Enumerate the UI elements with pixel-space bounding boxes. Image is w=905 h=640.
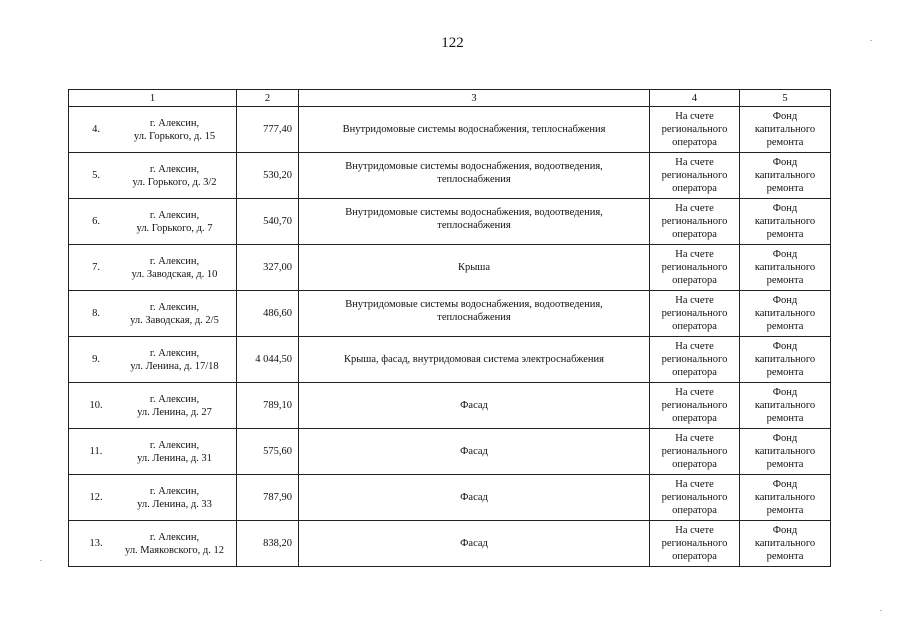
work-type-text: Фасад — [460, 538, 488, 549]
fund-line: ремонта — [766, 459, 804, 470]
table-row — [69, 521, 831, 567]
account-line: На счете — [675, 433, 714, 444]
address-street: ул. Горького, д. 15 — [133, 130, 216, 142]
fund-line: ремонта — [766, 367, 804, 378]
area-cell: 540,70 — [237, 199, 299, 245]
account-line: оператора — [672, 321, 717, 332]
table-row — [69, 107, 831, 153]
account-line: На счете — [675, 203, 714, 214]
account-line: оператора — [672, 551, 717, 562]
address-city: г. Алексин, — [149, 485, 200, 497]
fund-line: капитального — [754, 400, 816, 411]
fund-line: капитального — [754, 216, 816, 227]
work-type-text: Фасад — [460, 446, 488, 457]
fund-line: Фонд — [772, 249, 798, 260]
fund-line: капитального — [754, 354, 816, 365]
table-row — [69, 245, 831, 291]
account-line: На счете — [675, 479, 714, 490]
account-line: На счете — [675, 387, 714, 398]
work-type-cell — [299, 199, 650, 245]
account-cell — [650, 383, 740, 429]
fund-line: Фонд — [772, 203, 798, 214]
header-row — [69, 90, 831, 107]
account-line: оператора — [672, 367, 717, 378]
work-type-cell — [299, 383, 650, 429]
row-number: 6. — [92, 216, 100, 227]
address-cell — [69, 429, 237, 475]
table-row — [69, 337, 831, 383]
repair-program-table — [68, 89, 831, 567]
fund-line: Фонд — [772, 433, 798, 444]
scan-speck — [870, 40, 872, 41]
address-street: ул. Ленина, д. 27 — [137, 406, 212, 418]
row-number: 8. — [92, 308, 100, 319]
work-type-text: Внутридомовые системы водоснабжения, водоотведения, теплоснабжения — [345, 161, 603, 185]
table-row — [69, 199, 831, 245]
fund-line: ремонта — [766, 275, 804, 286]
row-number: 5. — [92, 170, 100, 181]
table-row — [69, 429, 831, 475]
area-cell: 838,20 — [237, 521, 299, 567]
scan-speck — [880, 610, 882, 611]
fund-line: Фонд — [772, 295, 798, 306]
address-street: ул. Ленина, д. 17/18 — [130, 360, 219, 372]
work-type-text: Крыша, фасад, внутридомовая система электроснабжения — [343, 354, 604, 365]
row-number: 7. — [92, 262, 100, 273]
account-line: регионального — [661, 216, 728, 227]
row-number: 10. — [89, 400, 103, 411]
page-number: 122 — [441, 35, 464, 51]
account-line: оператора — [672, 505, 717, 516]
account-cell — [650, 337, 740, 383]
account-cell — [650, 199, 740, 245]
work-type-text: Фасад — [460, 400, 488, 411]
fund-line: ремонта — [766, 137, 804, 148]
address-city: г. Алексин, — [149, 117, 200, 129]
fund-line: ремонта — [766, 505, 804, 516]
table-row — [69, 383, 831, 429]
fund-line: капитального — [754, 124, 816, 135]
row-number: 12. — [89, 492, 103, 503]
column-header: 2 — [237, 90, 299, 107]
address-street: ул. Заводская, д. 2/5 — [130, 314, 219, 326]
work-type-text: Фасад — [460, 492, 488, 503]
account-cell — [650, 291, 740, 337]
fund-cell — [740, 153, 831, 199]
column-header: 3 — [299, 90, 650, 107]
fund-line: Фонд — [772, 111, 798, 122]
fund-cell — [740, 521, 831, 567]
area-cell: 327,00 — [237, 245, 299, 291]
work-type-cell — [299, 291, 650, 337]
fund-line: ремонта — [766, 183, 804, 194]
address-city: г. Алексин, — [149, 255, 200, 267]
fund-line: капитального — [754, 446, 816, 457]
fund-line: Фонд — [772, 479, 798, 490]
area-cell: 575,60 — [237, 429, 299, 475]
fund-line: капитального — [754, 492, 816, 503]
address-city: г. Алексин, — [149, 439, 200, 451]
account-line: оператора — [672, 275, 717, 286]
table-body — [69, 107, 831, 567]
account-line: регионального — [661, 124, 728, 135]
fund-line: ремонта — [766, 551, 804, 562]
account-line: регионального — [661, 538, 728, 549]
work-type-cell — [299, 429, 650, 475]
row-number: 11. — [89, 446, 103, 457]
address-city: г. Алексин, — [149, 163, 200, 175]
fund-line: капитального — [754, 538, 816, 549]
work-type-cell — [299, 521, 650, 567]
account-cell — [650, 107, 740, 153]
fund-cell — [740, 291, 831, 337]
fund-cell — [740, 245, 831, 291]
fund-cell — [740, 199, 831, 245]
fund-line: капитального — [754, 308, 816, 319]
fund-line: Фонд — [772, 157, 798, 168]
work-type-cell — [299, 153, 650, 199]
address-street: ул. Ленина, д. 31 — [137, 452, 212, 464]
account-cell — [650, 521, 740, 567]
fund-line: Фонд — [772, 525, 798, 536]
address-street: ул. Заводская, д. 10 — [131, 268, 218, 280]
address-cell — [69, 199, 237, 245]
account-line: оператора — [672, 183, 717, 194]
address-city: г. Алексин, — [149, 347, 200, 359]
row-number: 9. — [92, 354, 100, 365]
area-cell: 787,90 — [237, 475, 299, 521]
address-cell — [69, 291, 237, 337]
fund-cell — [740, 383, 831, 429]
address-city: г. Алексин, — [149, 393, 200, 405]
account-cell — [650, 429, 740, 475]
account-line: регионального — [661, 400, 728, 411]
work-type-text: Внутридомовые системы водоснабжения, теплоснабжения — [342, 124, 606, 135]
work-type-cell — [299, 245, 650, 291]
column-header: 4 — [650, 90, 740, 107]
area-cell: 530,20 — [237, 153, 299, 199]
account-line: оператора — [672, 459, 717, 470]
table-row — [69, 291, 831, 337]
address-cell — [69, 245, 237, 291]
address-city: г. Алексин, — [149, 531, 200, 543]
area-cell: 777,40 — [237, 107, 299, 153]
address-street: ул. Горького, д. 3/2 — [132, 176, 217, 188]
account-line: регионального — [661, 308, 728, 319]
fund-line: капитального — [754, 170, 816, 181]
scan-speck — [40, 560, 42, 561]
account-cell — [650, 475, 740, 521]
table-row — [69, 475, 831, 521]
account-line: регионального — [661, 492, 728, 503]
account-line: На счете — [675, 111, 714, 122]
fund-cell — [740, 475, 831, 521]
fund-line: ремонта — [766, 413, 804, 424]
address-cell — [69, 383, 237, 429]
column-header: 1 — [69, 90, 237, 107]
account-line: регионального — [661, 262, 728, 273]
address-cell — [69, 153, 237, 199]
account-cell — [650, 153, 740, 199]
account-line: На счете — [675, 295, 714, 306]
work-type-cell — [299, 337, 650, 383]
fund-line: ремонта — [766, 321, 804, 332]
fund-line: Фонд — [772, 341, 798, 352]
account-line: На счете — [675, 525, 714, 536]
account-line: регионального — [661, 170, 728, 181]
address-street: ул. Маяковского, д. 12 — [125, 544, 224, 556]
row-number: 4. — [92, 124, 100, 135]
address-city: г. Алексин, — [149, 209, 200, 221]
address-city: г. Алексин, — [149, 301, 200, 313]
address-street: ул. Горького, д. 7 — [136, 222, 213, 234]
work-type-cell — [299, 107, 650, 153]
account-line: регионального — [661, 354, 728, 365]
work-type-text: Внутридомовые системы водоснабжения, водоотведения, теплоснабжения — [345, 207, 603, 231]
work-type-text: Крыша — [457, 262, 491, 273]
work-type-cell — [299, 475, 650, 521]
fund-line: капитального — [754, 262, 816, 273]
work-type-text: Внутридомовые системы водоснабжения, водоотведения, теплоснабжения — [345, 299, 603, 323]
address-street: ул. Ленина, д. 33 — [137, 498, 212, 510]
account-line: оператора — [672, 413, 717, 424]
account-cell — [650, 245, 740, 291]
account-line: оператора — [672, 137, 717, 148]
fund-cell — [740, 107, 831, 153]
account-line: регионального — [661, 446, 728, 457]
fund-cell — [740, 429, 831, 475]
account-line: На счете — [675, 157, 714, 168]
address-cell — [69, 521, 237, 567]
fund-line: Фонд — [772, 387, 798, 398]
account-line: На счете — [675, 249, 714, 260]
area-cell: 789,10 — [237, 383, 299, 429]
table-row — [69, 153, 831, 199]
column-header: 5 — [740, 90, 831, 107]
address-cell — [69, 107, 237, 153]
fund-cell — [740, 337, 831, 383]
account-line: оператора — [672, 229, 717, 240]
area-cell: 4 044,50 — [237, 337, 299, 383]
account-line: На счете — [675, 341, 714, 352]
address-cell — [69, 475, 237, 521]
area-cell: 486,60 — [237, 291, 299, 337]
row-number: 13. — [89, 538, 103, 549]
fund-line: ремонта — [766, 229, 804, 240]
address-cell — [69, 337, 237, 383]
